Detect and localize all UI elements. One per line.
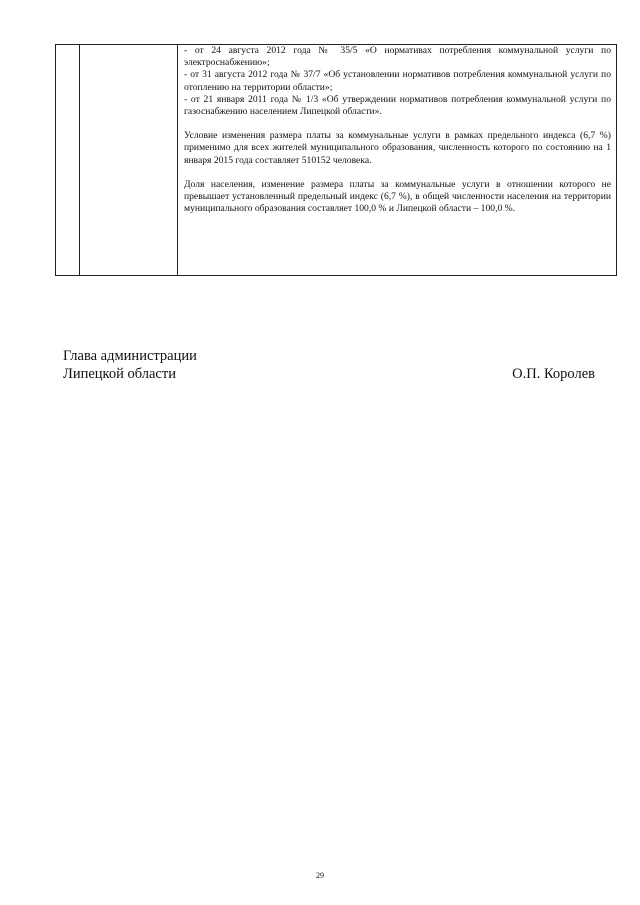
page-number: 29	[316, 871, 324, 880]
table-cell-content	[178, 45, 616, 275]
paragraph-gap	[184, 118, 611, 130]
document-table	[55, 44, 617, 276]
table-cell-number	[56, 45, 80, 275]
paragraph-population-share: Доля населения, изменение размера платы за коммунальные услуги в отношении которого не превышает установленный предельный индекс (6,7 %), в общей численности населения на территории муниципального образования составляет 100,0 % и Липецкой области – 100,0 %.	[184, 178, 611, 215]
table-cell-name	[80, 45, 178, 275]
regulation-item-gas: - от 21 января 2011 года № 1/3 «Об утверждении нормативов потребления коммунальной услуги по газоснабжению населением Липецкой области».	[184, 93, 611, 118]
signatory-name: О.П. Королев	[512, 366, 595, 382]
paragraph-condition: Условие изменения размера платы за коммунальные услуги в рамках предельного индекса (6,7 %) применимо для всех жителей муниципального образования, численность которого по состоянию на 1 января 2015 года составляет 510152 человека.	[184, 130, 611, 166]
regulation-item-electricity: - от 24 августа 2012 года № 35/5 «О нормативах потребления коммунальной услуги по электроснабжению»;	[184, 45, 611, 69]
signature-row	[63, 365, 595, 383]
signature-position-line-1: Глава администрации	[63, 348, 197, 364]
signature-position-line-2: Липецкой области	[63, 366, 176, 382]
paragraph-gap	[184, 167, 611, 179]
signature-block	[63, 347, 595, 383]
regulation-item-heating: - от 31 августа 2012 года № 37/7 «Об установлении нормативов потребления коммунальной услуги по отоплению на территории области»;	[184, 69, 611, 93]
